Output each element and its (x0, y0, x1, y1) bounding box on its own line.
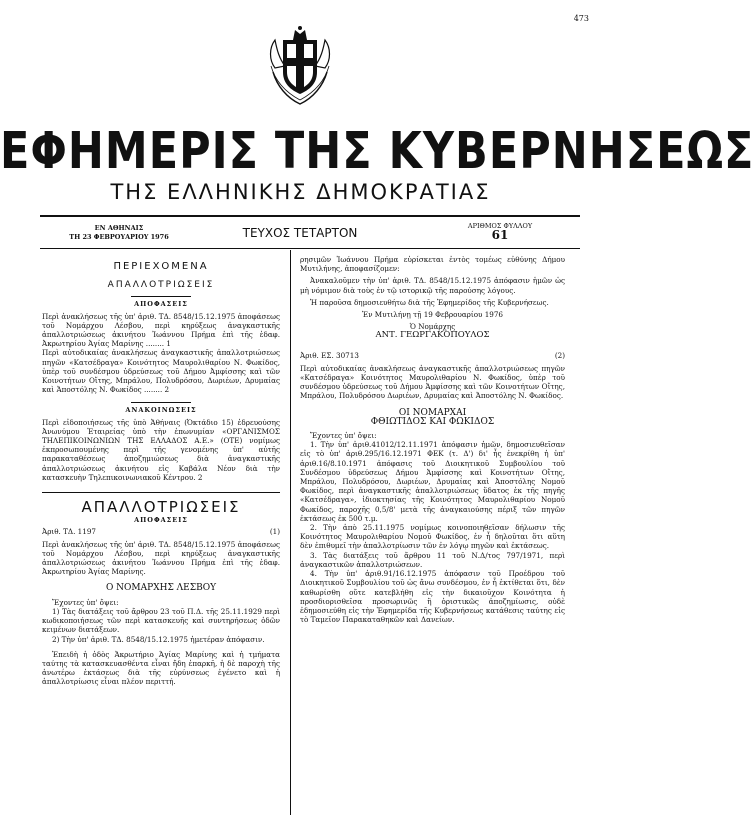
left-column (42, 262, 280, 687)
right-para-3: 3. Τὰς διατάξεις τοῦ ἄρθρου 11 τοῦ Ν.Δ/τος 797/1971, περὶ ἀναγκαστικῶν ἀπαλλοτριώσεων. (300, 550, 565, 569)
coat-of-arms-icon (265, 20, 335, 110)
issue-place: ΕΝ ΑΘΗΝΑΙΣ (94, 224, 144, 232)
signer-title: Ὁ Νομάρχης (409, 322, 456, 332)
issue-date: ΤΗ 23 ΦΕΒΡΟΥΑΡΙΟΥ 1976 (69, 233, 169, 241)
decision-2-ref: Ἀριθ. ΕΣ. 30713 (300, 350, 359, 360)
nomarchs-heading-1: ΟΙ ΝΟΜΑΡΧΑΙ (398, 407, 467, 418)
decisions-heading: ΑΠΟΦΑΣΕΙΣ (134, 300, 188, 309)
page-number: 473 (573, 14, 589, 23)
left-para-3: Ἐπειδὴ ἡ ὁδὸς Ἀκρωτήριο Ἁγίας Μαρίνης καὶ ἡ τμήματα ταύτης τὰ κατασκευασθέντα εἶναι ἤδη ἐπαρκῆ, ἡ δὲ παροχὴ τῆς ἀνωτέρω ἐκτάσεως διὰ τῆς εὐρύνσεως ἐγένετο καὶ ἡ ἀπαλλοτρίωσις εἶναι πλέον περιττή. (42, 649, 280, 687)
expropriations-heading: ΑΠΑΛΛΟΤΡΙΩΣΕΙΣ (107, 280, 215, 291)
nomarch-heading: Ο ΝΟΜΑΡΧΗΣ ΛΕΣΒΟΥ (105, 583, 217, 594)
right-column (300, 255, 565, 624)
issue-type: ΤΕΥΧΟΣ ΤΕΤΑΡΤΟΝ (242, 226, 358, 240)
decision-1-ref: Ἀριθ. ΤΔ. 1197 (42, 527, 96, 537)
decision-1-num: (1) (269, 527, 280, 537)
short-rule (131, 402, 191, 403)
having-in-view-right: Ἔχοντες ὑπ' ὄψει: (310, 431, 377, 441)
decision-1-ref-row (42, 527, 280, 536)
right-cont-2: Ἀνακαλοῦμεν τὴν ὑπ' ἀριθ. ΤΔ. 8548/15.12.1975 ἀπόφασιν ἡμῶν ὡς μὴ νόμιμον διὰ τοὺς ἐν τῷ ιστορικῷ τῆς παρούσης λόγους. (300, 276, 565, 295)
sheet-number: 61 (491, 228, 509, 242)
decision-2-title: Περὶ αὐτοδικαίας ἀνακλήσεως ἀναγκαστικῆς ἀπαλλοτριώσεως πηγῶν «Κατσέδραγα» Κοινότητος Μαυρολιθαρίου Ν. Φωκίδος, ὑπὲρ τοῦ συνδέσμου ὑδρεύσεως τοῦ Δήμου Ἀμφίσσης καὶ τῶν Κοινοτήτων Οἴτης, Μπράλου, Πολυδρόσου Δωριέων, Δρυμαίας καὶ Ἀποστόλης Ν. Φωκίδος. (300, 363, 565, 401)
issue-place-date (44, 224, 194, 242)
gazette-subtitle: ΤΗΣ ΕΛΛΗΝΙΚΗΣ ΔΗΜΟΚΡΑΤΙΑΣ (110, 180, 491, 204)
masthead-rule-bottom (40, 248, 580, 249)
announcements-heading: ΑΝΑΚΟΙΝΩΣΕΙΣ (125, 406, 197, 415)
right-cont-1: ρησιμῶν Ἰωάννου Πρήμα εὑρίσκεται ἐντὸς τομέως εὐθύνης Δήμου Μυτιλήνης, ἀποφασίζομεν: (300, 255, 565, 274)
gazette-title: ΕΦΗΜΕΡΙΣ ΤΗΣ ΚΥΒΕΡΝΗΣΕΩΣ (0, 122, 754, 181)
toc-entry-1: Περὶ ἀνακλήσεως τῆς ὑπ' ἀριθ. ΤΔ. 8548/15.12.1975 ἀποφάσεως τοῦ Νομάρχου Λέσβου, περὶ κηρύξεως ἀναγκαστικῆς ἀπαλλοτριώσεως ἀκινήτου Ἰωάννου Πρήμα ἐπὶ τῆς ἐδαφ. Ἀκρωτηρίου Ἁγίας Μαρίνης ........ 1 (42, 311, 280, 349)
contents-heading: ΠΕΡΙΕΧΟΜΕΝΑ (113, 261, 209, 272)
decision-1-title: Περὶ ἀνακλήσεως τῆς ὑπ' ἀριθ. ΤΔ. 8548/15.12.1975 ἀποφάσεως τοῦ Νομάρχου Λέσβου, περὶ κηρύξεως ἀναγκαστικῆς ἀπαλλοτριώσεως ἀκινήτου Ἰωάννου Πρήμα ἐπὶ τῆς ἐδαφ. Ἀκρωτηρίου Ἁγίας Μαρίνης. (42, 539, 280, 577)
masthead-rule-top (40, 215, 580, 217)
decision-2-ref-row (300, 351, 565, 360)
left-para-2: 2) Τὴν ὑπ' ἀριθ. ΤΔ. 8548/15.12.1975 ἡμετέραν ἀπόφασιν. (52, 634, 265, 644)
right-para-1: 1. Τὴν ὑπ' ἀριθ.41012/12.11.1971 ἀπόφασιν ἡμῶν, δημοσιευθεῖσαν εἰς τὸ ὑπ' ἀριθ.295/16.12.1971 ΦΕΚ (τ. Δ') δι' ἧς ἐνεκρίθη ἡ ὑπ' ἀριθ.16/8.10.1971 ἀπόφασις τοῦ Διοικητικοῦ Συμβουλίου τοῦ Συνδέσμου ὑδρεύσεως Δήμου Ἀμφίσσης καὶ Κοινοτήτων Οἴτης, Μπράλου, Πολυδρόσου, Δωριέων, Δρυμαίας καὶ Ἀποστόλης Νομοῦ Φωκίδος, περὶ ἀναγκαστικῆς ἀπαλλοτριώσεως ὕδατος ἐκ τῆς πηγῆς «Κατσέδραγα», ἰδιοκτησίας τῆς Κοινότητος Μαυρολιθαρίου Νομοῦ Φωκίδος, παροχῆς 0,5/8' μετὰ τῆς ἀναγκαιούσης πέριξ τῶν πηγῶν ἐκτάσεως ἐκ 500 τ.μ. (300, 440, 565, 523)
left-para-1: 1) Τὰς διατάξεις τοῦ ἄρθρου 23 τοῦ Π.Δ. τῆς 25.11.1929 περὶ κωδικοποιήσεως τῶν περὶ κατασκευῆς καὶ συντηρήσεως ὁδῶν κειμένων διατάξεων. (42, 606, 280, 635)
short-rule (131, 296, 191, 297)
signer-name: ΑΝΤ. ΓΕΩΡΓΑΚΟΠΟΥΛΟΣ (375, 330, 490, 341)
having-in-view: Ἔχοντες ὑπ' ὄψει: (52, 597, 119, 607)
nomarchs-heading-2: ΦΘΙΩΤΙΔΟΣ ΚΑΙ ΦΩΚΙΔΟΣ (370, 416, 495, 427)
expropriations-heading-main: ΑΠΑΛΛΟΤΡΙΩΣΕΙΣ (81, 498, 241, 517)
sheet-label: ΑΡΙΘΜΟΣ ΦΥΛΛΟΥ (467, 222, 533, 230)
toc-entry-3: Περὶ εἰδοποιήσεως τῆς ὑπὸ Ἀθήναις (Ὀκτάδιο 15) ἐδρευούσης Ἀνωνύμου Ἑταιρείας ὑπὸ τὴν ἐπωνυμίαν «ΟΡΓΑΝΙΣΜΟΣ ΤΗΛΕΠΙΚΟΙΝΩΝΙΩΝ ΤΗΣ ΕΛΛΑΔΟΣ Α.Ε.» (ΟΤΕ) νομίμως ἐκπροσωπουμένης περὶ τῆς γενομένης ὑπ' αὐτῆς παρακαταθέσεως ἀποζημιώσεως διὰ ἀναγκαστικῆς ἀπαλλοτριώσεως ἀκινήτου εἰς Καβάλα Νέον διὰ τὴν κατασκευὴν Τηλεπικοινωνιακοῦ Κέντρου. 2 (42, 417, 280, 482)
right-para-4: 4. Τὴν ὑπ' ἀριθ.91/16.12.1975 ἀπόφασιν τοῦ Προέδρου τοῦ Διοικητικοῦ Συμβουλίου τοῦ ὡς ἄνω συνδέσμου, ἐν ἧ ἐκτίθεται ὅτι, δὲν καθωρίσθη οὔτε κατεβλήθη εἰς τὴν δικαιοῦχον Κοινότητα ἡ προσδιορισθεῖσα προσωρινῶς ἢ ὁριστικῶς ἀποζημίωσις, οὐδὲ ἐδημοσιεύθη εἰς τὴν Ἐφημερίδα τῆς Κυβερνήσεως κατάθεσις ταύτης εἰς τὸ Ταμεῖον Παρακαταθηκῶν καὶ Δανείων. (300, 569, 565, 625)
place-date: Ἐν Μυτιλήνῃ τῇ 19 Φεβρουαρίου 1976 (362, 310, 503, 320)
right-para-2: 2. Τὴν ἀπὸ 25.11.1975 νομίμως κοινοποιηθεῖσαν δήλωσιν τῆς Κοινότητος Μαυρολιθαρίου Νομοῦ Φωκίδος, ἐν ἧ δηλοῦται ὅτι αὕτη δὲν ἐπιθυμεῖ τὴν ἀπαλλοτρίωσιν τῶν ἐν λόγῳ πηγῶν καὶ ἐκτάσεως. (300, 523, 565, 551)
decisions-heading-main: ΑΠΟΦΑΣΕΙΣ (134, 516, 188, 525)
right-cont-3: Ἡ παροῦσα δημοσιευθήτω διὰ τῆς Ἐφημερίδος τῆς Κυβερνήσεως. (310, 297, 549, 307)
section-rule (42, 492, 280, 493)
column-divider (290, 250, 291, 815)
toc-entry-2: Περὶ αὐτοδικαίας ἀνακλήσεως ἀναγκαστικῆς ἀπαλλοτριώσεως πηγῶν «Κατσέδραγα» Κοινότητος Μαυρολιθαρίου Ν. Φωκίδος, ὑπὲρ τοῦ συνδέσμου ὑδρεύσεως τοῦ Δήμου Ἀμφίσσης καὶ τῶν Κοινοτήτων Οἴτης, Μπράλου, Πολυδρόσου, Δωριέων, Δρυμαίας καὶ Ἀποστόλης Ν. Φωκίδος ........ 2 (42, 348, 280, 395)
sheet-number-block (430, 222, 570, 240)
decision-2-num: (2) (554, 350, 565, 360)
